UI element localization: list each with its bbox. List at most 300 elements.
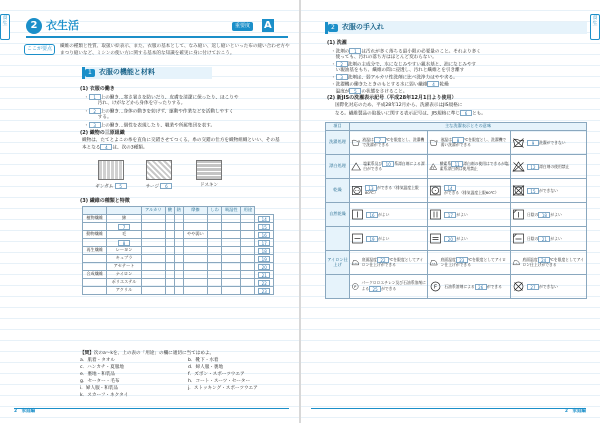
fiber-property: [165, 215, 174, 223]
answer-blank[interactable]: 19: [258, 256, 270, 262]
fiber-property: [208, 279, 222, 287]
answer-blank[interactable]: 23: [258, 288, 270, 294]
question-item: j．ストッキング・スポーツウエア: [188, 386, 258, 391]
answer-blank[interactable]: 21: [258, 272, 270, 278]
tumble-dry-icon: [351, 185, 363, 196]
care-category: [326, 275, 350, 299]
fiber-property: [255, 263, 274, 271]
fiber-property: [165, 279, 174, 287]
tab-char: 食: [592, 15, 598, 21]
care-cell-content: [429, 257, 509, 268]
line-part: ・: [331, 75, 336, 81]
care-cell: [350, 179, 428, 203]
desc-part: がよい: [456, 211, 468, 217]
intro-text: 繊維の種類と性質、取扱い絵表示、また、衣服の基本として、なみ縫い、返し縫いといった布の縫い合わせ方やまつり縫いなど、ミシンの使い方に関する基本的な知識を確実に身に付けておこう。: [60, 44, 290, 56]
fiber-property: [165, 247, 174, 255]
fiber-name-text: キュプラ: [115, 255, 133, 261]
question-item: h．コート・スーツ・セーター: [188, 379, 251, 384]
table-row: [83, 263, 274, 271]
fiber-property: [208, 223, 222, 231]
answer-blank[interactable]: 7: [374, 137, 386, 143]
fiber-property: [141, 247, 165, 255]
fiber-property: [222, 271, 241, 279]
answer-blank[interactable]: 20: [444, 236, 456, 242]
line-part: 温度が: [331, 89, 350, 95]
section-header: [325, 22, 587, 34]
question-item: g．セーター・毛布: [80, 379, 120, 384]
answer-blank[interactable]: 22: [258, 280, 270, 286]
flat-dry-icon: [351, 233, 364, 244]
care-cell: [510, 227, 586, 251]
fiber-property: [174, 215, 183, 223]
fiber-category: 合成繊維: [83, 271, 107, 279]
line-part: 汚れ、けがなどから身体を守ったりする。: [84, 101, 186, 106]
fiber-property: [141, 279, 165, 287]
fiber-property: [255, 239, 274, 247]
desc-part: ℃を限度とし、洗濯機で弱い洗濯ができる: [440, 137, 507, 148]
care-description: [363, 161, 426, 172]
fiber-property: [255, 287, 274, 295]
line-part: の状態をさけること。: [361, 89, 408, 95]
line-part: ・: [84, 95, 89, 101]
text-line: [331, 55, 437, 61]
fiber-property: [255, 223, 274, 231]
answer-blank[interactable]: 1: [349, 48, 361, 54]
fiber-property: [183, 271, 207, 279]
fiber-category: 植物繊維: [83, 215, 107, 223]
jis-text: [335, 110, 486, 118]
care-cell: [350, 275, 428, 299]
care-description: [527, 188, 558, 194]
item-text: 婦人服・裏地: [195, 365, 224, 370]
line-part: ・: [84, 123, 89, 129]
answer-blank[interactable]: 9: [527, 140, 539, 146]
care-cell: [428, 179, 511, 203]
fiber-property: [222, 223, 241, 231]
fiber-name-text: ポリエステル: [111, 279, 137, 285]
shade-flat-dry-icon: [512, 233, 525, 244]
fiber-property: [183, 263, 207, 271]
fiber-category: 再生繊維: [83, 247, 107, 255]
care-description: [444, 212, 467, 218]
fiber-property: [208, 215, 222, 223]
care-cell: [510, 179, 586, 203]
table-row: [326, 251, 587, 275]
item-letter: k: [80, 393, 83, 398]
desc-part: 石油系溶剤による: [444, 283, 475, 289]
answer-blank[interactable]: 16: [366, 212, 378, 218]
section-header: [82, 67, 212, 79]
care-cell-content: [351, 233, 426, 244]
svg-text:F: F: [434, 284, 438, 291]
fiber-property: [165, 239, 174, 247]
fiber-property: [241, 255, 255, 263]
care-description: [444, 284, 502, 290]
column-header: [83, 207, 107, 215]
answer-blank[interactable]: 7: [118, 224, 130, 230]
fiber-property: [255, 231, 274, 239]
care-description: [527, 164, 569, 170]
oxygen-bleach-icon: [429, 161, 437, 172]
tab-char: 食: [2, 15, 8, 21]
line-dry-icon: [351, 209, 364, 220]
care-cell: [350, 227, 428, 251]
fiber-property: [141, 231, 165, 239]
column-header: 用途: [241, 207, 255, 215]
no-wash-icon: [512, 137, 525, 148]
fiber-property: [183, 239, 207, 247]
question-items: [80, 357, 290, 399]
fiber-name-text: アクリル: [115, 287, 133, 293]
answer-blank[interactable]: 17: [258, 240, 270, 246]
fiber-category: [83, 239, 107, 247]
table-row: [326, 227, 587, 251]
item-text: 婦人服・和装品: [85, 386, 119, 391]
dry-clean-f-icon: [429, 281, 442, 292]
fiber-property: [241, 215, 255, 223]
desc-part: がよい: [550, 235, 562, 241]
care-cell-content: [351, 257, 426, 268]
side-tab[interactable]: [590, 14, 600, 40]
desc-part: ができる（排気温度上限80℃）: [364, 185, 419, 196]
jis-text: 国際化対応のため、平成28年12月から、洗濯表示はJIS規格に: [335, 103, 463, 108]
fiber-property: [183, 231, 207, 239]
right-page: [301, 0, 600, 423]
answer-blank[interactable]: 15: [527, 188, 539, 194]
answer-blank[interactable]: 5: [115, 183, 127, 189]
fiber-category: 動物繊維: [83, 231, 107, 239]
fiber-property: [208, 231, 222, 239]
care-description: [522, 257, 585, 268]
item-text: ズボン・スポーツウエア: [194, 372, 245, 377]
item-letter: i: [80, 386, 82, 391]
answer-blank[interactable]: 6: [460, 110, 472, 116]
fiber-name-text: アセテート: [113, 263, 135, 269]
care-cell: [350, 251, 428, 275]
fiber-property: [255, 255, 274, 263]
tab-char: 生: [592, 21, 598, 27]
fiber-category: [83, 279, 107, 287]
fiber-property: [241, 271, 255, 279]
answer-blank[interactable]: 6: [160, 183, 172, 189]
desc-part: ができる: [486, 283, 502, 289]
iron-high-icon: [351, 257, 360, 268]
desc-part: がよい: [550, 211, 562, 217]
fiber-property: [241, 279, 255, 287]
property-text: やや弱い: [186, 231, 204, 237]
item-letter: g: [80, 379, 83, 384]
care-description: [366, 236, 389, 242]
fiber-property: [174, 255, 183, 263]
answer-blank[interactable]: 17: [444, 212, 456, 218]
answer-blank[interactable]: 14: [258, 216, 270, 222]
answer-blank[interactable]: 19: [366, 236, 378, 242]
side-tab[interactable]: [0, 14, 10, 40]
desc-part: 底面温度: [522, 257, 538, 263]
fiber-property: [241, 239, 255, 247]
item-text: セーター・毛布: [87, 379, 120, 384]
title-rule: [26, 36, 288, 38]
item-text: 肌着・タオル: [87, 358, 116, 363]
answer-blank[interactable]: 16: [258, 232, 270, 238]
table-row: [326, 275, 587, 299]
subheading: (3) 繊維の種類と特徴: [80, 198, 130, 204]
care-description: [527, 236, 562, 242]
chapter-title: 衣生活: [46, 19, 79, 32]
weave-text: [82, 138, 282, 152]
item-letter: e: [80, 372, 83, 377]
plain-weave-image: [98, 160, 124, 180]
fiber-property: [222, 279, 241, 287]
answer-blank[interactable]: 18: [258, 248, 270, 254]
care-category: [326, 227, 350, 251]
answer-blank[interactable]: 2: [89, 108, 101, 114]
column-header: 熱: [174, 207, 183, 215]
column-header: 酸: [165, 207, 174, 215]
iron-medium-icon: [429, 257, 438, 268]
fiber-name-text: 毛: [121, 231, 127, 237]
desc-part: パークロロエチレン及び石油系溶剤による: [361, 280, 426, 291]
fiber-property: [183, 215, 207, 223]
care-cell: [510, 275, 586, 299]
column-header: アルカリ: [141, 207, 165, 215]
fiber-category: [83, 287, 107, 295]
page-footer: 2 家庭編: [14, 409, 36, 415]
care-category: アイロン仕上げ: [326, 251, 350, 275]
table-row: [326, 155, 587, 179]
table-row: [83, 287, 274, 295]
line-part: 洗剤の主成分で、水になじみやすい親水基と、油になじみやす: [347, 62, 477, 68]
drip-flat-dry-icon: [429, 233, 442, 244]
care-cell: [510, 131, 586, 155]
weave-name: ドスキン: [200, 183, 218, 188]
answer-blank[interactable]: 8: [118, 240, 130, 246]
fiber-property: [165, 255, 174, 263]
care-description: [527, 212, 562, 218]
footer-rule: [311, 408, 586, 409]
jis-text-part: なる。繊維製品の取扱いに関する表示記号は、JIS規格に準じ: [335, 111, 461, 117]
fiber-property: [208, 263, 222, 271]
care-label-table: [325, 122, 587, 299]
fiber-property: [174, 247, 183, 255]
column-header: 主な洗濯表示とその意味: [350, 123, 587, 131]
line-part: 洗剤は、弱アルカリ性洗剤に比べ洗浄力はやや劣る。: [347, 75, 458, 81]
weave-name: サージ: [145, 184, 159, 190]
item-letter: h: [188, 379, 191, 384]
fiber-property: [255, 271, 274, 279]
answer-blank[interactable]: 1: [89, 94, 101, 100]
fiber-property: [208, 239, 222, 247]
care-cell-content: [429, 137, 509, 148]
care-category: 漂白処理: [326, 155, 350, 179]
answer-blank[interactable]: 26: [475, 284, 487, 290]
answer-blank[interactable]: 8: [452, 137, 464, 143]
shade-line-dry-icon: [512, 209, 525, 220]
fiber-category: [83, 223, 107, 231]
subheading: (1) 衣服の働き: [80, 86, 115, 92]
weave-caption: [91, 183, 131, 190]
answer-blank[interactable]: 21: [538, 236, 550, 242]
fiber-property: [165, 263, 174, 271]
table-row: [83, 247, 274, 255]
desc-part: ができない: [538, 283, 558, 289]
fiber-name: [107, 247, 141, 255]
fiber-property: [165, 271, 174, 279]
table-row: [326, 203, 587, 227]
care-description: [362, 257, 427, 268]
text-line: [331, 68, 464, 74]
answer-blank[interactable]: 3: [336, 74, 348, 80]
text-line: [84, 115, 112, 121]
desc-part: 底面温度: [361, 257, 377, 263]
section-number: 2: [328, 24, 338, 32]
tumble-dry-low-icon: [429, 185, 442, 196]
question-item: e．裏地・和装品: [80, 372, 116, 377]
answer-blank[interactable]: 20: [258, 264, 270, 270]
care-cell: [350, 131, 428, 155]
fiber-name: [107, 231, 141, 239]
answer-blank[interactable]: 4: [100, 144, 112, 150]
drip-dry-icon: [429, 209, 442, 220]
care-cell-content: [429, 209, 509, 220]
care-description: [441, 257, 509, 268]
fiber-property: [174, 223, 183, 231]
fiber-name: [107, 255, 141, 263]
fiber-property: [208, 287, 222, 295]
fiber-property: [174, 239, 183, 247]
answer-blank[interactable]: 13: [365, 185, 377, 191]
fiber-property: [208, 255, 222, 263]
care-cell: [428, 155, 511, 179]
desc-part: ℃を限度としてアイロン仕上げができる: [522, 257, 584, 268]
desc-part: 塩素系及び: [363, 161, 383, 167]
column-header: 摩擦: [183, 207, 207, 215]
answer-blank[interactable]: 12: [527, 164, 539, 170]
care-description: [365, 185, 426, 196]
weave-name: ギンガム: [95, 184, 114, 190]
care-cell-content: [429, 233, 509, 244]
answer-blank[interactable]: 23: [456, 257, 468, 263]
line-part: い親油基をもち、繊維の間に浸透し、汚れと繊維とを引き離す: [331, 67, 465, 73]
fiber-property: [241, 223, 255, 231]
section-title: 衣服の機能と材料: [98, 68, 155, 77]
answer-blank[interactable]: 24: [538, 257, 550, 263]
answer-blank[interactable]: 3: [89, 122, 101, 128]
item-text: 裏地・和装品: [87, 372, 116, 377]
answer-blank[interactable]: 22: [377, 257, 389, 263]
table-row: [326, 131, 587, 155]
page-footer: 2 家庭編: [564, 409, 586, 415]
answer-blank[interactable]: 25: [369, 286, 381, 292]
fiber-property: [208, 247, 222, 255]
question-item: i．婦人服・和装品: [80, 386, 119, 391]
care-category: 洗濯処理: [326, 131, 350, 155]
desc-part: ℃を限度としてアイロン仕上げができる: [440, 257, 506, 268]
jis-text-part: とも。: [472, 111, 486, 117]
fiber-property: [241, 287, 255, 295]
twill-weave-image: [146, 160, 172, 180]
fiber-property: [174, 263, 183, 271]
satin-weave-image: [196, 160, 222, 180]
table-header-row: [83, 207, 274, 215]
care-description: [441, 137, 509, 148]
answer-blank[interactable]: 27: [527, 284, 539, 290]
section-title: 衣服の手入れ: [341, 23, 384, 32]
answer-blank[interactable]: 2: [336, 61, 348, 67]
fiber-property: [141, 287, 165, 295]
care-cell: [428, 275, 511, 299]
no-dry-clean-icon: [512, 281, 525, 292]
answer-blank[interactable]: 14: [444, 185, 456, 191]
table-row: [326, 179, 587, 203]
question-text: 次のa～kを、上の表の「用途」の欄に適切に当てはめよ。: [93, 351, 215, 356]
line-part: 上の働き…身体の動きを妨げず、運動や作業などを活動しやすく: [100, 109, 234, 115]
answer-blank[interactable]: 11: [451, 161, 463, 167]
care-cell-content: [429, 161, 509, 172]
fiber-property: [165, 231, 174, 239]
fiber-property: [241, 263, 255, 271]
item-letter: a: [80, 358, 83, 363]
line-part: ・洗濯機の働きたときのもとする水に弱い繊維: [331, 82, 428, 88]
line-part: は汚れが多く落ちる最小限の必要量のこと。それより多く: [361, 49, 481, 55]
care-cell-content: [512, 233, 585, 244]
fiber-property: [222, 263, 241, 271]
weave-caption: [139, 183, 179, 190]
subheading: (2) 織物の三原組織: [80, 130, 125, 136]
fiber-name: [107, 279, 141, 287]
fiber-property: [174, 231, 183, 239]
fiber-name: [107, 287, 141, 295]
question-item: f．ズボン・スポーツウエア: [188, 372, 245, 377]
item-letter: f: [188, 372, 190, 377]
answer-blank[interactable]: 18: [538, 212, 550, 218]
fiber-property: [141, 215, 165, 223]
section-number: 1: [85, 69, 95, 77]
fiber-property: [241, 231, 255, 239]
fiber-property: [222, 239, 241, 247]
answer-blank[interactable]: 5: [349, 88, 361, 94]
no-bleach-icon: [512, 161, 525, 172]
fiber-property: [222, 231, 241, 239]
question-item: b．靴下・水着: [188, 358, 219, 363]
table-row: [83, 271, 274, 279]
care-description: [362, 281, 427, 292]
line-part: 上の働き…個性を表現したり、職業や所属集団を表す。: [100, 123, 216, 129]
item-text: 靴下・水着: [195, 358, 219, 363]
answer-blank[interactable]: 10: [382, 161, 394, 167]
fiber-name: [107, 215, 141, 223]
weave-text-part: 織物は、たてとよこの糸を直角に交錯させてつくる。糸の交錯の仕方を織物組織といい、その基本となる: [82, 138, 280, 151]
desc-part: 日陰の: [526, 235, 539, 241]
care-cell: [510, 155, 586, 179]
line-part: ・: [84, 109, 89, 115]
fiber-property: [255, 215, 274, 223]
answer-blank[interactable]: 4: [427, 81, 439, 87]
fiber-property: [165, 223, 174, 231]
column-header: 吸湿性: [222, 207, 241, 215]
weave-caption: [189, 183, 229, 189]
care-cell: [428, 203, 511, 227]
level-grade: A: [264, 20, 272, 31]
subheading: (2) 新JISの洗濯表示記号（平成28年12月1日より使用）: [327, 95, 457, 101]
item-text: コート・スーツ・セーター: [195, 379, 251, 384]
line-part: 上の働き…寒さ暑さを防いだり、皮膚を清潔に保ったり、ほこりや: [100, 95, 239, 101]
answer-blank[interactable]: 15: [258, 224, 270, 230]
fiber-property: [141, 223, 165, 231]
care-description: [527, 140, 566, 146]
care-description: [444, 185, 509, 196]
table-row: [83, 223, 274, 231]
